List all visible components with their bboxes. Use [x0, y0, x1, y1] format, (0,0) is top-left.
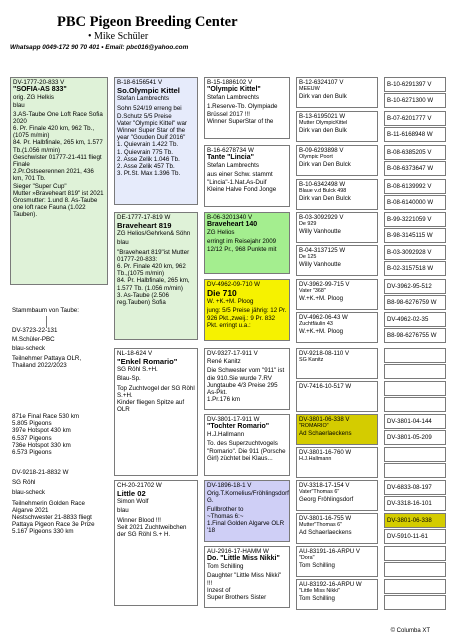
ring-number: DV-3801-16-755 W	[299, 515, 352, 522]
pigeon-note: SG Kanitz	[299, 357, 324, 363]
gen5-box: DV-3318-16-101	[384, 496, 446, 511]
ring-number: B-06-3201340 V	[207, 214, 253, 221]
ring-number: DV-3801-17-911 W	[207, 416, 260, 423]
breeder: Orig.T.Kornelius/Fröhlingsdorf G.	[207, 490, 289, 505]
color: blau	[117, 239, 129, 247]
note: 2.Pr.Ostseerennen 2021, 436 km, 701 Tb.	[13, 168, 94, 183]
note: 1.Reserve-Tb. Olympiade Brüssel 2017 !!!	[207, 103, 278, 118]
note: Geschwister 01777-21-411 fliegt Finale	[13, 153, 102, 169]
note: 6. Pr. Finale 420 km, 962 Tb.,(1075 m/min)	[117, 263, 186, 278]
breeder: Tom Schilling	[207, 563, 244, 571]
breeder: Stefan Lambrechts	[207, 162, 259, 170]
color: Blau-Sp.	[117, 375, 141, 383]
gen5-box: B-11-6168948 W	[384, 127, 446, 142]
breeder: Tom Schilling	[299, 595, 335, 602]
gen5-box: B-03-3092928 V	[384, 245, 446, 260]
gen5-box	[384, 562, 446, 577]
breeder: Simon Wolf	[117, 498, 149, 506]
pedigree-label: Stammbaum von Taube:	[12, 307, 79, 314]
gen3-box	[204, 348, 290, 410]
breeder: SG Röhl S.+H.	[117, 366, 158, 374]
ring-number: B-03-3092929 V	[299, 214, 344, 221]
gen5-box: B8-98-6276755 W	[384, 328, 446, 343]
gen5-box: B-99-3221059 V	[384, 212, 446, 227]
breeder: Dirk van den Bulk	[299, 93, 347, 100]
gen4-box	[296, 77, 378, 108]
ring-number: DV-4962-09-710 W	[207, 281, 260, 288]
result-line: 871e Final Race 530 km	[12, 413, 80, 420]
note: Kleine Halve Fond Jonge	[207, 185, 277, 193]
page-title: PBC Pigeon Breeding Center	[57, 14, 238, 30]
breeder: Willy Vanhoutte	[299, 228, 341, 235]
pigeon-note: De 929	[299, 221, 317, 227]
ring-number: DV-9327-17-911 V	[207, 350, 258, 357]
pigeon-note: MEEUW	[299, 86, 320, 92]
gen4-box	[296, 513, 378, 544]
gen4-box	[296, 245, 378, 276]
note: 3. Pt.St. Max 1.396 Tb.	[117, 170, 181, 178]
note: 3.AS-Taube One Loft Race Sofia 2020	[13, 110, 103, 125]
gen4-box	[296, 381, 378, 412]
note: Sieger "Super Cup"	[13, 182, 67, 190]
gen4-box	[296, 414, 378, 445]
breeder: W. +K.+M. Ploog	[207, 298, 254, 306]
breeder: Ad Schaerlaeckens	[299, 529, 352, 536]
breeder: W.+K.+M. Ploog	[299, 328, 344, 335]
gen3-box	[204, 546, 290, 608]
gen4-box	[296, 312, 378, 343]
gen5-box: B-10-6271300 W	[384, 93, 446, 108]
ring-number: DV-3318-17-154 V	[299, 482, 350, 489]
page-subtitle: • Mike Schüler	[88, 31, 149, 42]
ring-number: AU-83191-16-ARPU V	[299, 548, 360, 555]
note: Teilnehmer Pattaya OLR, Thailand 2022/2023	[12, 354, 82, 369]
gen4-box	[296, 279, 378, 310]
ring-number: DE-1777-17-819 W	[117, 214, 171, 221]
ring-number: B-09-6293898 V	[299, 147, 344, 154]
pigeon-note: Mutter"Thomas 6"	[299, 522, 343, 528]
gen5-box: B-07-6201777 V	[384, 111, 446, 126]
result-line: 5.805 Pigeons	[12, 420, 52, 428]
note: Daughter "Little Miss Nikki" !!!	[207, 572, 282, 587]
ring-number: DV-3723-22-131	[12, 327, 58, 334]
copyright: © Columba XT	[390, 628, 430, 634]
note: Vater "Olympic Kittel" war Winner Super Star of the year "Gouden Duif 2016"	[117, 119, 187, 142]
contact-line: Whatsapp 0049-172 90 70 401 • Email: pbc016@yahoo.com	[10, 44, 189, 51]
pigeon-name: "SOFIA-AS 833"	[13, 86, 67, 94]
dam-side-box	[10, 326, 108, 408]
note: aus einer Schw. stammt "Lincia"-1.Nat.As-Duif	[207, 171, 273, 186]
gen5-box: DV-3962-95-512	[384, 279, 446, 294]
gen1-box	[10, 77, 108, 285]
results-box	[10, 412, 108, 464]
gen5-box	[384, 595, 446, 610]
breeder: Dirk van den Bulk	[299, 127, 347, 134]
breeder: Ad Schaerlaeckens	[299, 430, 352, 437]
gen5-box	[384, 348, 446, 363]
note: Die Schwester vom "911" ist die 910.Sie wurde 7.RV Jungtaube 4/3 Preise 295 As-Pkt.	[207, 367, 285, 397]
breeder: René Kanitz	[207, 358, 241, 366]
note: Inzest of	[207, 586, 231, 594]
pigeon-name: "Olympic Kittel"	[207, 86, 261, 94]
note: Top Zuchtvogel der SG Röhl S.+H.	[117, 384, 195, 399]
pigeon-note: Mutter OlympicKittel	[299, 120, 348, 126]
gen4-box	[296, 145, 378, 176]
ring-number: B-18-6156541 V	[117, 79, 163, 86]
ring-number: DV-3801-16-760 W	[299, 449, 352, 456]
breeder: Dirk van Den Bulck	[299, 161, 351, 168]
gen5-box: B-10-6291397 V	[384, 77, 446, 92]
note: "Braveheart 819"ist Mutter	[117, 248, 190, 256]
breeder: ZG Helios	[207, 229, 235, 237]
gen5-box: DV-4962-02-35	[384, 312, 446, 327]
ring-number: AU-2916-17-HAMM W	[207, 548, 269, 555]
color: blau-scheck	[12, 345, 46, 353]
gen4-box	[296, 447, 378, 478]
pigeon-name: Braveheart 140	[207, 221, 258, 229]
note: Fullbrother to	[207, 505, 244, 513]
gen5-box: DV-3801-04-144	[384, 414, 446, 429]
gen5-box: B-08-6385205 V	[384, 145, 446, 160]
ring-number: DV-9218-08-110 V	[299, 350, 350, 357]
color: blau	[13, 102, 25, 110]
gen2-box	[114, 480, 198, 606]
gen3-box	[204, 279, 290, 341]
note: Super Brothers Sister	[207, 594, 267, 602]
gen5-box	[384, 447, 446, 462]
ring-number: B-12-6324107 V	[299, 79, 344, 86]
pigeon-name: Tante "Lincia"	[207, 154, 254, 162]
result-line: 6.537 Pigeons	[12, 434, 52, 442]
breeder: Stefan Lambrechts	[207, 94, 259, 102]
pigeon-name: Do. "Little Miss Nikki"	[207, 555, 280, 563]
gen5-box: DV-6833-08-197	[384, 480, 446, 495]
gen2-box	[114, 212, 198, 340]
note: 1.Pr.176 km	[207, 396, 241, 404]
note: 3. As-Taube (2.506 reg.Tauben) Sofia	[117, 291, 169, 307]
ring-number: DV-7416-10-517 W	[299, 383, 352, 390]
note: 1.Final Golden Algarve OLR '18	[207, 520, 285, 535]
gen5-box: DV-3801-05-209	[384, 430, 446, 445]
pigeon-name: So.Olympic Kittel	[117, 86, 180, 96]
gen5-box	[384, 397, 446, 412]
ring-number: DV-3962-99-715 V	[299, 281, 350, 288]
note: 1. Quievrain 775 Tb.	[117, 148, 173, 156]
breeder: Dirk van Den Bulck	[299, 195, 351, 202]
note: 84. Pr. Halbfinale, 265 km, 1.577 Tb.(1.056 m/min)	[13, 139, 103, 154]
gen5-box: B-08-6140000 W	[384, 195, 446, 210]
note: 84. Pr. Halbfinale, 265 km, 1.577 Tb. (1.056 m/min)	[117, 277, 190, 292]
ring-number: B-15-1886102 V	[207, 79, 253, 86]
breeder: H.J.Hallmann	[207, 431, 245, 439]
pigeon-note: "ROMARIO"	[299, 423, 329, 429]
pigeon-name: Little 02	[117, 489, 146, 499]
pigeon-note: H.J.Hallmann	[299, 456, 332, 462]
gen4-box	[296, 348, 378, 379]
breeder: orig. ZG Helkis	[13, 94, 54, 102]
pigeon-name: "Enkel Romario"	[117, 357, 178, 367]
pigeon-note: Olympic Poort	[299, 154, 333, 160]
ring-number: B-10-6342498 W	[299, 181, 346, 188]
pigeon-note: Vater"Thomas 6"	[299, 489, 340, 495]
note: Winner Blood !!!	[117, 516, 162, 524]
note: jung: 5/5 Preise jährig: 12 Pr. 926 Pkt.,zweij.: 9 Pr. 832 Pkt. erringt u.a.:	[207, 307, 287, 329]
breeder: Georg Fröhlingsdorf	[299, 496, 354, 503]
ring-number: DV-1896-18-1 V	[207, 482, 252, 489]
gen4-box	[296, 111, 378, 142]
gen3-box	[204, 212, 290, 274]
pigeon-name: "Tochter Romario"	[207, 423, 270, 431]
pigeon-note: "Dora"	[299, 555, 315, 561]
gen4-box	[296, 480, 378, 511]
ring-number: DV-9218-21-8832 W	[12, 469, 69, 476]
breeder: SG Röhl	[12, 479, 36, 487]
ring-number: CH-20-21702 W	[117, 482, 162, 489]
pigeon-name: Braveheart 819	[117, 221, 172, 231]
breeder: Stefan Lambrechts	[117, 95, 169, 103]
note: Mutter »Braveheart 819" ist 2021 Grosmutter: 1.und 8. As-Taube one loft race Fauna (1.022 Tauben).	[13, 189, 104, 219]
ring-number: DV-1777-20-833 V	[13, 79, 65, 86]
note: 6. Pr. Finale 420 km, 962 Tb.,(1075 m/min)	[13, 125, 95, 140]
breeder: ZG Helios/Gehrken& Söhn	[117, 230, 191, 238]
ring-number: DV-3801-06-338 V	[299, 416, 350, 423]
ring-number: AU-83192-16-ARPU W	[299, 581, 362, 588]
note: Sohn 524/19 erreng bei D.Schutz 5/5 Preise	[117, 105, 182, 120]
gen5-box: DV-5910-11-61	[384, 529, 446, 544]
gen5-box	[384, 381, 446, 396]
gen5-box	[384, 463, 446, 478]
pigeon-name: Die 710	[207, 288, 237, 299]
result-line: 397e Hotspot 430 km	[12, 427, 71, 435]
result-line: 736e Hotspot 330 km	[12, 441, 71, 449]
gen4-box	[296, 546, 378, 577]
note: Kinder fliegen Spitze auf OLR	[117, 399, 185, 414]
color: blau	[117, 507, 129, 515]
gen5-box: B8-98-6276759 W	[384, 295, 446, 310]
gen3-box	[204, 145, 290, 207]
gen5-box: B-08-6139992 V	[384, 179, 446, 194]
pigeon-note: Blaue v.d Bulck 498	[299, 188, 347, 194]
gen4-box	[296, 179, 378, 210]
gen5-box: B-02-3157518 W	[384, 261, 446, 276]
breeder: W.+K.+M. Ploog	[299, 295, 344, 302]
note: Nestschwester 21-8833 fliegt Pattaya Pigeon Race 3e Prize 5.167 Pigeons 330 km	[12, 514, 95, 536]
breeder: Willy Vanhoutte	[299, 261, 341, 268]
note: Seit 2021 Zuchtweibchen der SG Röhl S.+ H.	[117, 523, 187, 539]
gen4-box	[296, 212, 378, 243]
gen2-box	[114, 77, 198, 205]
pigeon-note: De 125	[299, 254, 317, 260]
ring-number: NL-18-624 V	[117, 350, 153, 357]
ring-number: B-04-3137125 W	[299, 247, 346, 254]
note: ~Thomas 6:~	[207, 512, 244, 520]
note: 01777-20-833:	[117, 255, 158, 263]
pigeon-note: Zuchtfäulin 43	[299, 321, 333, 327]
ring-number: DV-4962-06-43 W	[299, 314, 348, 321]
breeder: M.Schüler-PBC	[12, 336, 55, 344]
note: 1. Quievrain 1.422 Tb.	[117, 141, 179, 149]
note: Winner SuperStar of the	[207, 117, 274, 125]
note: 2. Asse Zelik 457 Tb.	[117, 163, 175, 171]
note: 2. Asse Zelik 1.046 Tb.	[117, 155, 180, 163]
ring-number: B-13-6195021 W	[299, 113, 346, 120]
pigeon-note: Vater "368"	[299, 288, 326, 294]
gen5-box: DV-3801-06-338	[384, 513, 446, 528]
gen4-box	[296, 579, 378, 610]
gen5-box	[384, 364, 446, 379]
gen5-box: B-08-6373647 W	[384, 161, 446, 176]
gen3-box	[204, 77, 290, 139]
result-line: 6.573 Pigeons	[12, 449, 52, 457]
gen3-box	[204, 414, 290, 476]
note: erringt im Reisejahr 2009 12/12 Pr., 968 Punkte mit	[207, 238, 277, 253]
sibling-box	[10, 468, 108, 558]
gen3-box	[204, 480, 290, 542]
note: To. des Superzuchtvogels "Romario". Die 911 (Porsche Girl) züchtet bei Klaus...	[207, 440, 286, 462]
gen5-box: B-98-3145115 W	[384, 228, 446, 243]
breeder: Tom Schilling	[299, 562, 335, 569]
pigeon-note: "Little Miss Nikki"	[299, 588, 340, 594]
note: Teilnehmerin Golden Race Algarve 2021	[12, 499, 85, 514]
ring-number: B-16-6278734 W	[207, 147, 254, 154]
color: blau-scheck	[12, 489, 46, 497]
gen2-box	[114, 348, 198, 476]
gen5-box	[384, 579, 446, 594]
gen5-box	[384, 546, 446, 561]
